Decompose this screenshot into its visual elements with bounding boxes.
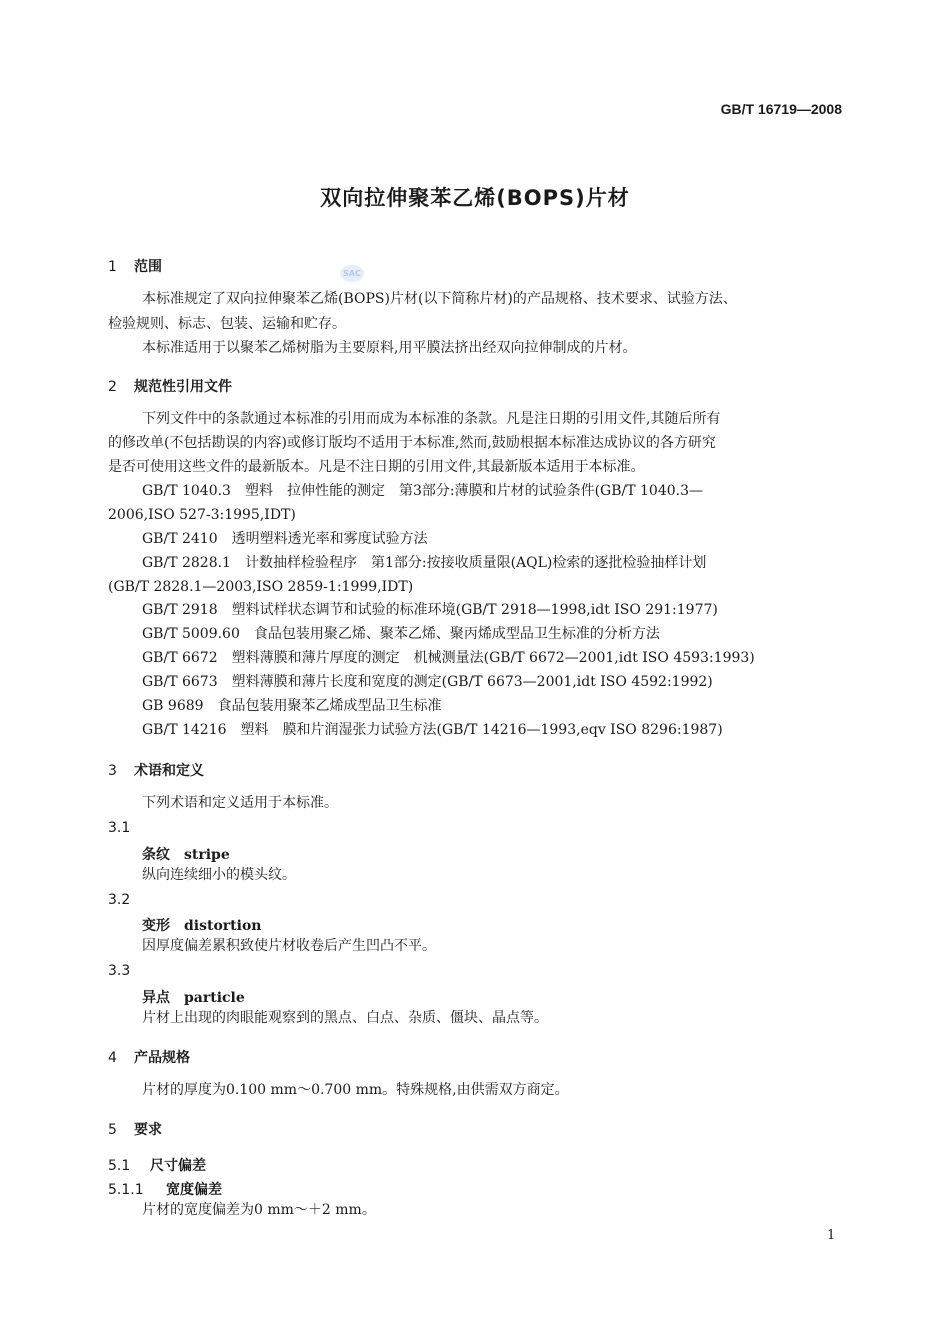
subsection-title: 尺寸偏差 — [150, 1158, 206, 1174]
reference-item: GB/T 1040.3 塑料 拉伸性能的测定 第3部分:薄膜和片材的试验条件(GB/T 1040.3— — [142, 483, 704, 499]
reference-item: (GB/T 2828.1—2003,ISO 2859-1:1999,IDT) — [108, 579, 414, 595]
term-en: particle — [184, 990, 245, 1006]
document-title: 双向拉伸聚苯乙烯(BOPS)片材 — [320, 186, 630, 210]
paragraph: 的修改单(不包括勘误的内容)或修订版均不适用于本标准,然而,鼓励根据本标准达成协议的各方研究 — [108, 435, 716, 451]
term-en: stripe — [184, 847, 230, 863]
section-title: 术语和定义 — [134, 763, 204, 779]
reference-item: GB/T 14216 塑料 膜和片润湿张力试验方法(GB/T 14216—1993,eqv ISO 8296:1987) — [142, 722, 723, 738]
section-number: 4 — [108, 1050, 117, 1066]
section-4-heading — [108, 1047, 190, 1067]
subsubsection-title: 宽度偏差 — [166, 1182, 222, 1198]
term-definition: 片材上出现的肉眼能观察到的黑点、白点、杂质、僵块、晶点等。 — [142, 1010, 548, 1026]
subsubsection-number: 5.1.1 — [108, 1182, 144, 1198]
term-heading — [142, 915, 261, 935]
section-5-heading — [108, 1119, 162, 1139]
term-en: distortion — [184, 918, 262, 934]
section-number: 2 — [108, 379, 117, 395]
section-number: 3 — [108, 763, 117, 779]
section-3-heading — [108, 760, 204, 780]
term-definition: 因厚度偏差累积致使片材收卷后产生凹凸不平。 — [142, 938, 436, 954]
page-number: 1 — [827, 1228, 836, 1243]
term-number: 3.2 — [108, 892, 131, 908]
reference-item: GB 9689 食品包装用聚苯乙烯成型品卫生标准 — [142, 698, 442, 714]
subsection-heading — [108, 1155, 206, 1175]
section-number: 5 — [108, 1122, 117, 1138]
reference-item: GB/T 5009.60 食品包装用聚乙烯、聚苯乙烯、聚丙烯成型品卫生标准的分析方法 — [142, 626, 660, 642]
reference-item: GB/T 2828.1 计数抽样检验程序 第1部分:按接收质量限(AQL)检索的逐批检验抽样计划 — [142, 555, 707, 571]
term-heading — [142, 987, 245, 1007]
term-heading — [142, 844, 230, 864]
reference-item: GB/T 2918 塑料试样状态调节和试验的标准环境(GB/T 2918—1998,idt ISO 291:1977) — [142, 602, 718, 618]
reference-item: GB/T 6673 塑料薄膜和薄片长度和宽度的测定(GB/T 6673—2001,idt ISO 4592:1992) — [142, 674, 713, 690]
paragraph: 片材的宽度偏差为0 mm～＋2 mm。 — [142, 1202, 376, 1218]
section-1-heading — [108, 256, 162, 276]
subsubsection-heading — [108, 1179, 222, 1199]
section-title: 要求 — [134, 1122, 162, 1138]
section-2-heading — [108, 376, 232, 396]
term-number: 3.1 — [108, 820, 131, 836]
paragraph: 是否可使用这些文件的最新版本。凡是不注日期的引用文件,其最新版本适用于本标准。 — [108, 459, 645, 475]
paragraph: 本标准适用于以聚苯乙烯树脂为主要原料,用平膜法挤出经双向拉伸制成的片材。 — [142, 340, 637, 356]
term-definition: 纵向连续细小的模头纹。 — [142, 867, 296, 883]
section-number: 1 — [108, 259, 117, 275]
reference-item: GB/T 6672 塑料薄膜和薄片厚度的测定 机械测量法(GB/T 6672—2001,idt ISO 4593:1993) — [142, 650, 755, 666]
sac-watermark-logo: SAC — [340, 265, 364, 282]
section-title: 范围 — [134, 259, 162, 275]
standard-number: GB/T 16719—2008 — [720, 101, 842, 117]
reference-item: GB/T 2410 透明塑料透光率和雾度试验方法 — [142, 531, 428, 547]
paragraph: 下列文件中的条款通过本标准的引用而成为本标准的条款。凡是注日期的引用文件,其随后所有 — [142, 411, 721, 427]
subsection-number: 5.1 — [108, 1158, 131, 1174]
paragraph: 本标准规定了双向拉伸聚苯乙烯(BOPS)片材(以下简称片材)的产品规格、技术要求、试验方法、 — [142, 291, 737, 307]
term-zh: 条纹 — [142, 847, 170, 863]
reference-item: 2006,ISO 527-3:1995,IDT) — [108, 507, 296, 523]
paragraph: 片材的厚度为0.100 mm～0.700 mm。特殊规格,由供需双方商定。 — [142, 1082, 569, 1098]
term-zh: 变形 — [142, 918, 170, 934]
term-zh: 异点 — [142, 990, 170, 1006]
section-title: 规范性引用文件 — [134, 379, 232, 395]
term-number: 3.3 — [108, 963, 131, 979]
paragraph: 下列术语和定义适用于本标准。 — [142, 795, 338, 811]
paragraph: 检验规则、标志、包装、运输和贮存。 — [108, 316, 346, 332]
section-title: 产品规格 — [134, 1050, 190, 1066]
